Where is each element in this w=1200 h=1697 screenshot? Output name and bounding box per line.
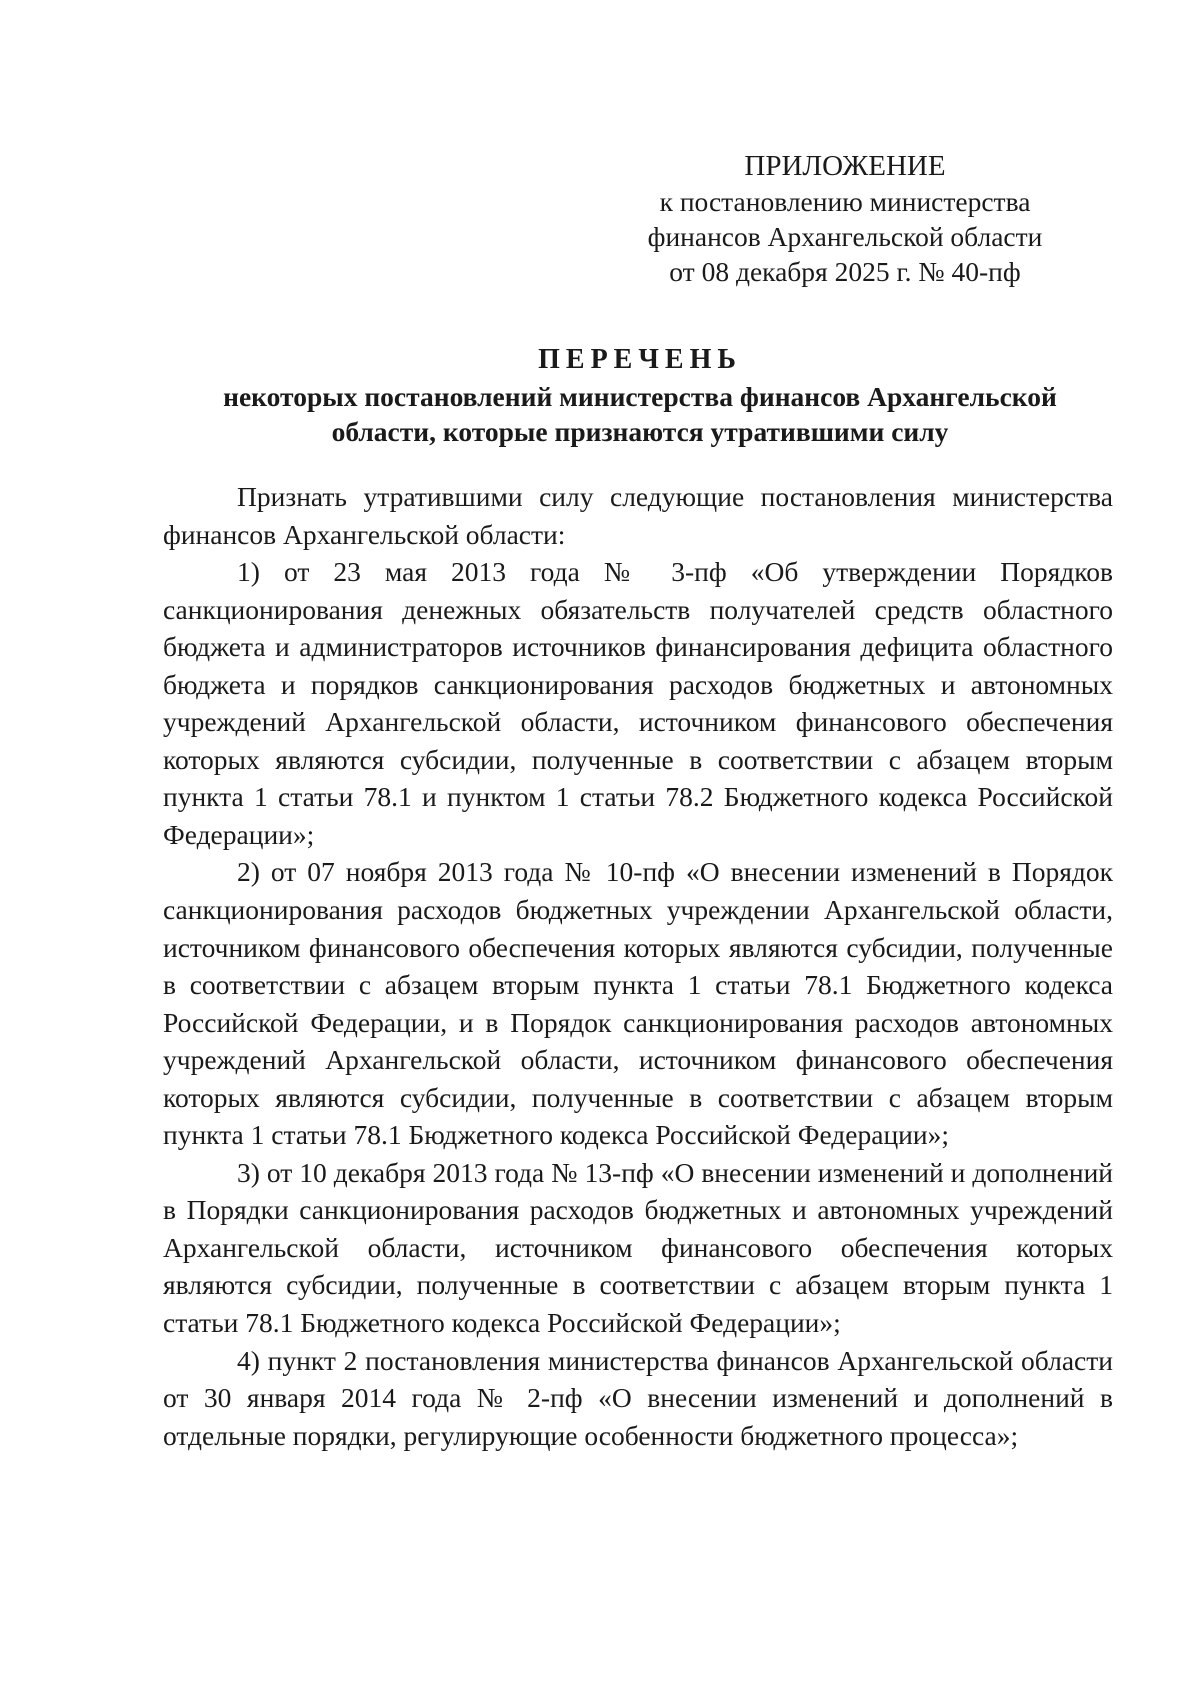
document-heading	[150, 342, 1130, 449]
document-body	[163, 478, 1113, 1454]
appendix-line-1: к постановлению министерства	[659, 186, 1031, 217]
list-item-1: 1) от 23 мая 2013 года № 3-пф «Об утверждении Порядков санкционирования денежных обязательств получателей средств областного бюджета и администраторов источников финансирования дефицита областного бюджета и порядков санкционирования расходов бюджетных и автономных учреждений Архангельской области, источником финансового обеспечения которых являются субсидии, полученные в соответствии с абзацем вторым пункта 1 статьи 78.1 и пунктом 1 статьи 78.2 Бюджетного кодекса Российской Федерации»;	[163, 556, 1113, 850]
appendix-title: ПРИЛОЖЕНИЕ	[744, 150, 946, 182]
heading-title: ПЕРЕЧЕНЬ	[538, 344, 742, 375]
heading-line-2: области, которые признаются утратившими силу	[331, 416, 949, 447]
list-item-4: 4) пункт 2 постановления министерства финансов Архангельской области от 30 января 2014 года № 2-пф «О внесении изменений и дополнений в отдельные порядки, регулирующие особенности бюджетного процесса»;	[163, 1344, 1113, 1451]
heading-line-1: некоторых постановлений министерства финансов Архангельской	[223, 381, 1057, 412]
list-item-3: 3) от 10 декабря 2013 года № 13-пф «О внесении изменений и дополнений в Порядки санкционирования расходов бюджетных и автономных учреждений Архангельской области, источником финансового обеспечения которых являются субсидии, полученные в соответствии с абзацем вторым пункта 1 статьи 78.1 Бюджетного кодекса Российской Федерации»;	[163, 1156, 1113, 1339]
list-item-2: 2) от 07 ноября 2013 года № 10-пф «О внесении изменений в Порядок санкционирования расходов бюджетных учреждении Архангельской области, источником финансового обеспечения которых являются субсидии, полученные в соответствии с абзацем вторым пункта 1 статьи 78.1 Бюджетного кодекса Российской Федерации, и в Порядок санкционирования расходов автономных учреждений Архангельской области, источником финансового обеспечения которых являются субсидии, полученные в соответствии с абзацем вторым пункта 1 статьи 78.1 Бюджетного кодекса Российской Федерации»;	[163, 856, 1113, 1151]
appendix-line-3: от 08 декабря 2025 г. № 40-пф	[669, 256, 1021, 287]
appendix-line-2: финансов Архангельской области	[647, 221, 1043, 252]
intro-paragraph: Признать утратившими силу следующие постановления министерства финансов Архангельской области:	[163, 481, 1113, 550]
appendix-block	[600, 148, 1090, 289]
